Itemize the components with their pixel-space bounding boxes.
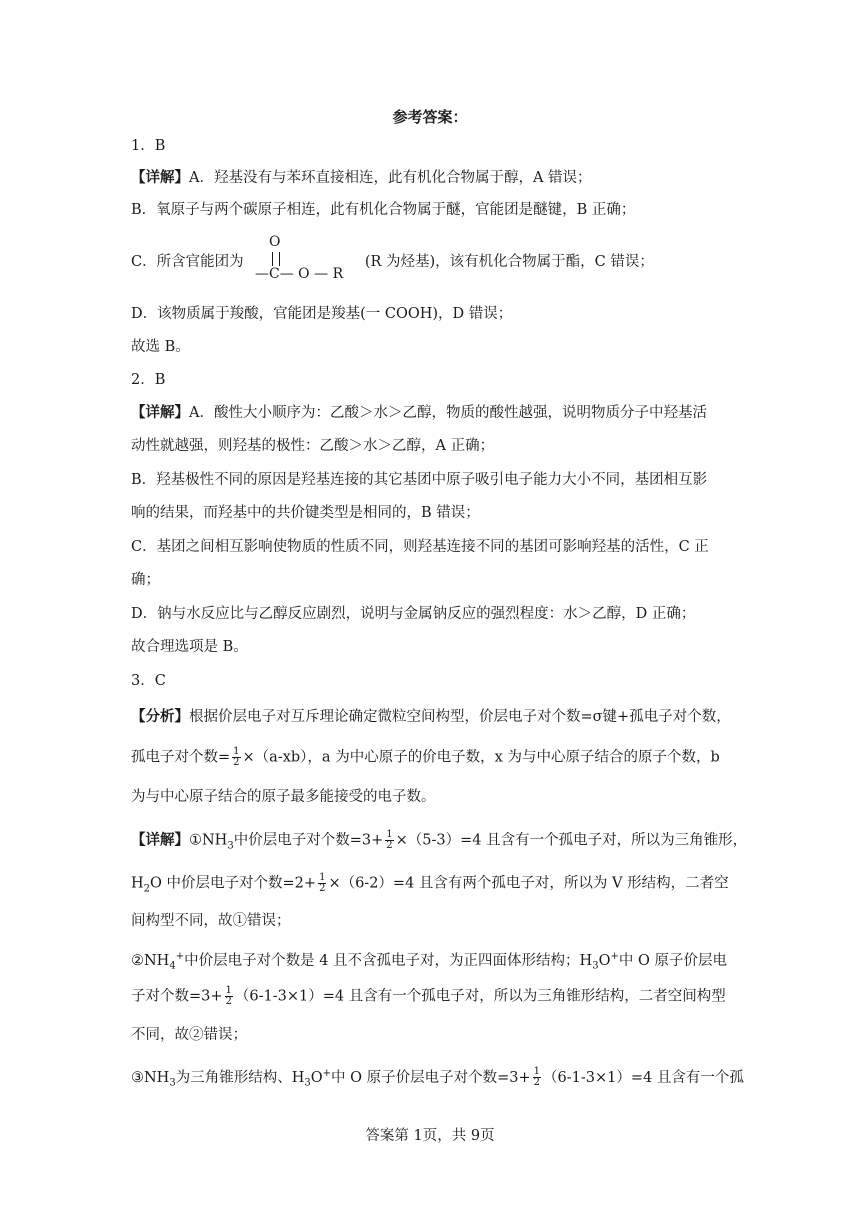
q3-detail-line3: 间构型不同，故①错误； xyxy=(131,913,291,929)
q1-option-a xyxy=(131,168,731,188)
q1-option-d: D．该物质属于羧酸，官能团是羧基(一 COOH)，D 错误； xyxy=(131,306,513,322)
q1-answer: 1．B xyxy=(131,138,166,154)
q2-option-c-line2: 确； xyxy=(131,572,160,588)
detail-tag: 【详解】 xyxy=(131,404,189,421)
q2-a1-text: A．酸性大小顺序为：乙酸＞水＞乙醇，物质的酸性越强，说明物质分子中羟基活 xyxy=(189,405,707,421)
q2-option-a-line1 xyxy=(131,403,731,423)
q1-option-b: B．氧原子与两个碳原子相连，此有机化合物属于醚，官能团是醚键，B 正确； xyxy=(131,202,636,218)
fraction-half: $\frac{1}{2}$ xyxy=(386,829,393,851)
ester-group-structure xyxy=(255,234,365,286)
q1-a-text: A．羟基没有与苯环直接相连，此有机化合物属于醇，A 错误； xyxy=(189,170,592,186)
ester-carbonyl-o: O xyxy=(269,234,281,250)
q2-option-b-line2: 响的结果，而羟基中的共价键类型是相同的，B 错误； xyxy=(131,505,480,521)
q3-detail-line4: $②NH_4^+$中价层电子对个数是 4 且不含孤电子对，为正四面体形结构；$H_3O^+$中 O 原子价层电 xyxy=(131,951,727,972)
detail-tag: 【详解】 xyxy=(131,169,189,186)
page-footer: 答案第 1页，共 9页 xyxy=(365,1128,495,1144)
q2-option-a-line2: 动性就越强，则羟基的极性：乙酸＞水＞乙醇，A 正确； xyxy=(131,438,495,454)
q3-detail-line2: $H_2O$ 中价层电子对个数=2+ $\frac{1}{2}$ ×（6-2）=4 且含有两个孤电子对，所以为 V 形结构，二者空 xyxy=(131,872,729,895)
q2-option-c-line1: C．基团之间相互影响使物质的性质不同，则羟基连接不同的基团可影响羟基的活性，C 正 xyxy=(131,539,709,555)
page-title: 参考答案： xyxy=(392,108,468,126)
q3-answer: 3．C xyxy=(131,673,166,689)
q2-option-b-line1: B．羟基极性不同的原因是羟基连接的其它基团中原子吸引电子能力大小不同，基团相互影 xyxy=(131,472,708,488)
ester-chain: —C— O — R xyxy=(255,266,344,282)
q1-conclusion: 故选 B。 xyxy=(131,339,190,355)
detail-tag: 【详解】 xyxy=(131,831,189,849)
q3-detail-line6: 不同，故②错误； xyxy=(131,1027,247,1043)
fraction-half: $\frac{1}{2}$ xyxy=(233,746,240,768)
q2-conclusion: 故合理选项是 B。 xyxy=(131,639,248,655)
q3-analysis-line2: 孤电子对个数= $\frac{1}{2}$ ×（a-xb），a 为中心原子的价电子数，x 为与中心原子结合的原子个数，b xyxy=(131,746,720,768)
fraction-half: $\frac{1}{2}$ xyxy=(533,1066,541,1089)
q1-c-pre: C．所含官能团为 xyxy=(131,254,244,270)
fraction-half: $\frac{1}{2}$ xyxy=(225,985,232,1007)
analysis-tag: 【分析】 xyxy=(131,708,189,725)
fraction-half: $\frac{1}{2}$ xyxy=(319,872,326,894)
q1-c-post: (R 为烃基)，该有机化合物属于酯，C 错误； xyxy=(364,254,654,270)
q3-detail-line1: 【详解】$①NH_3$中价层电子对个数=3+ $\frac{1}{2}$ ×（5-3）=4 且含有一个孤电子对，所以为三角锥形， xyxy=(131,829,748,852)
q2-answer: 2．B xyxy=(131,372,166,388)
q3-analysis-line3: 为与中心原子结合的原子最多能接受的电子数。 xyxy=(131,789,436,805)
double-bond xyxy=(272,252,280,266)
q3-detail-line5: 子对个数=3+ $\frac{1}{2}$ （6-1-3×1）=4 且含有一个孤电子对，所以为三角锥形结构，二者空间构型 xyxy=(131,985,726,1007)
q3-analysis1: 根据价层电子对互斥理论确定微粒空间构型，价层电子对个数=σ键+孤电子对个数， xyxy=(189,709,731,725)
q3-analysis-line1 xyxy=(131,707,731,727)
q3-detail-line7: $③NH_3$为三角锥形结构、$H_3O^+$中 O 原子价层电子对个数=3+ $\frac{1}{2}$ （6-1-3×1）=4 且含有一个孤 xyxy=(131,1066,744,1089)
q2-option-d: D．钠与水反应比与乙醇反应剧烈，说明与金属钠反应的强烈程度：水＞乙醇，D 正确； xyxy=(131,606,696,622)
q1-option-c xyxy=(131,252,731,272)
